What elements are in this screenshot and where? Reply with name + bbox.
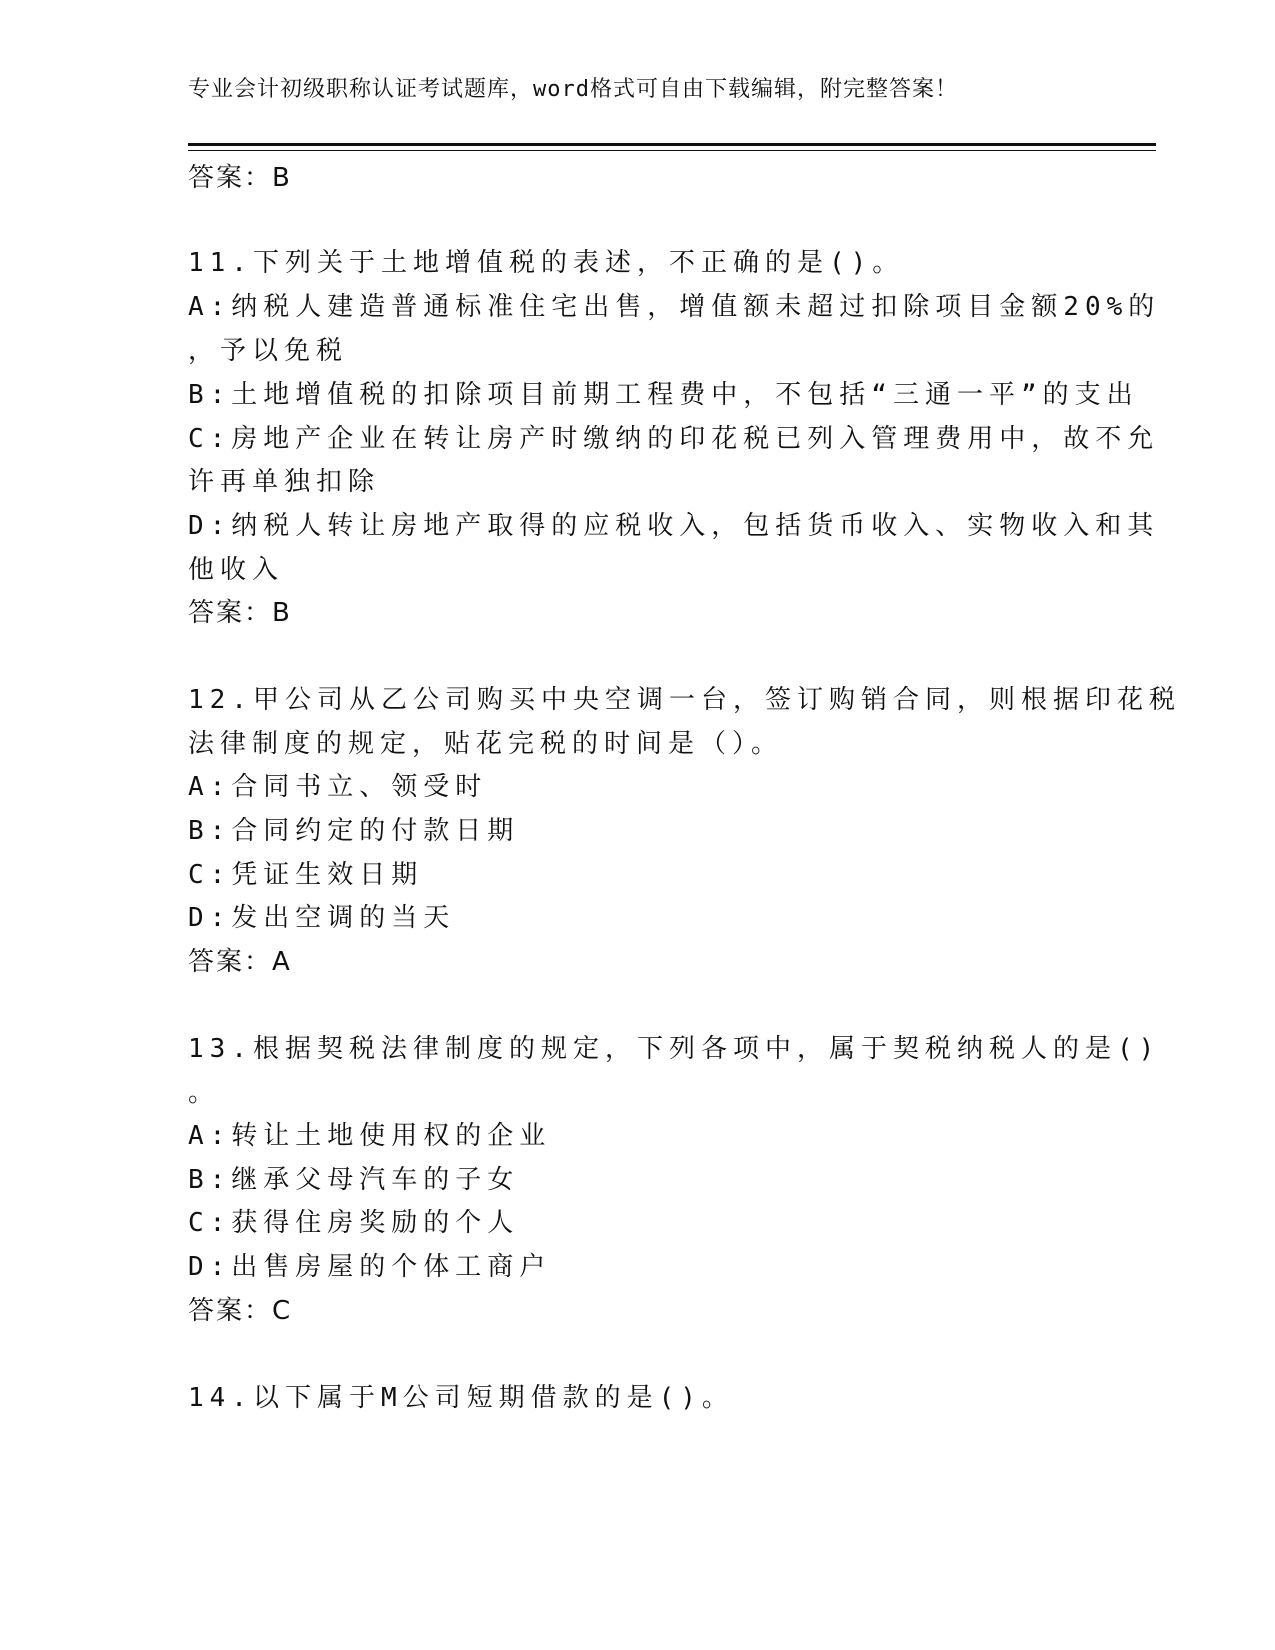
header-rule-thin [188, 150, 1156, 151]
question-11-option-a-line-2: ，予以免税 [188, 336, 349, 366]
question-13-option-d: D:出售房屋的个体工商户 [188, 1252, 552, 1282]
question-11-answer: 答案：B [188, 598, 292, 628]
question-11-option-a-line-1: A:纳税人建造普通标准住宅出售，增值额未超过扣除项目金额20%的 [188, 292, 1161, 322]
question-13-stem-line-1: 13.根据契税法律制度的规定，下列各项中，属于契税纳税人的是() [188, 1034, 1161, 1064]
question-12-option-c: C:凭证生效日期 [188, 860, 424, 890]
header-rule-thick [188, 143, 1156, 146]
question-12-stem-line-2: 法律制度的规定，贴花完税的时间是（）。 [188, 729, 784, 759]
question-12-option-d: D:发出空调的当天 [188, 903, 456, 933]
question-11-option-d-line-1: D:纳税人转让房地产取得的应税收入，包括货币收入、实物收入和其 [188, 511, 1160, 541]
question-13-answer: 答案：C [188, 1296, 293, 1326]
question-12-stem-line-1: 12.甲公司从乙公司购买中央空调一台，签订购销合同，则根据印花税 [188, 685, 1181, 715]
question-13-option-b: B:继承父母汽车的子女 [188, 1165, 520, 1195]
question-14-stem: 14.以下属于M公司短期借款的是()。 [188, 1383, 734, 1413]
question-12-answer: 答案：A [188, 947, 292, 977]
question-13-option-a: A:转让土地使用权的企业 [188, 1121, 552, 1151]
question-11-option-d-line-2: 他收入 [188, 555, 285, 585]
question-12-option-b: B:合同约定的付款日期 [188, 816, 520, 846]
question-12-option-a: A:合同书立、领受时 [188, 772, 488, 802]
question-11-option-c-line-2: 许再单独扣除 [188, 467, 381, 497]
question-13-stem-line-2: 。 [188, 1078, 221, 1108]
answer-previous: 答案：B [188, 163, 292, 193]
question-11-option-c-line-1: C:房地产企业在转让房产时缴纳的印花税已列入管理费用中，故不允 [188, 424, 1160, 454]
question-11-option-b: B:土地增值税的扣除项目前期工程费中，不包括“三通一平”的支出 [188, 380, 1139, 410]
page-header: 专业会计初级职称认证考试题库，word格式可自由下载编辑，附完整答案！ [188, 77, 958, 102]
question-13-option-c: C:获得住房奖励的个人 [188, 1208, 520, 1238]
question-11-stem: 11.下列关于土地增值税的表述，不正确的是()。 [188, 248, 905, 278]
